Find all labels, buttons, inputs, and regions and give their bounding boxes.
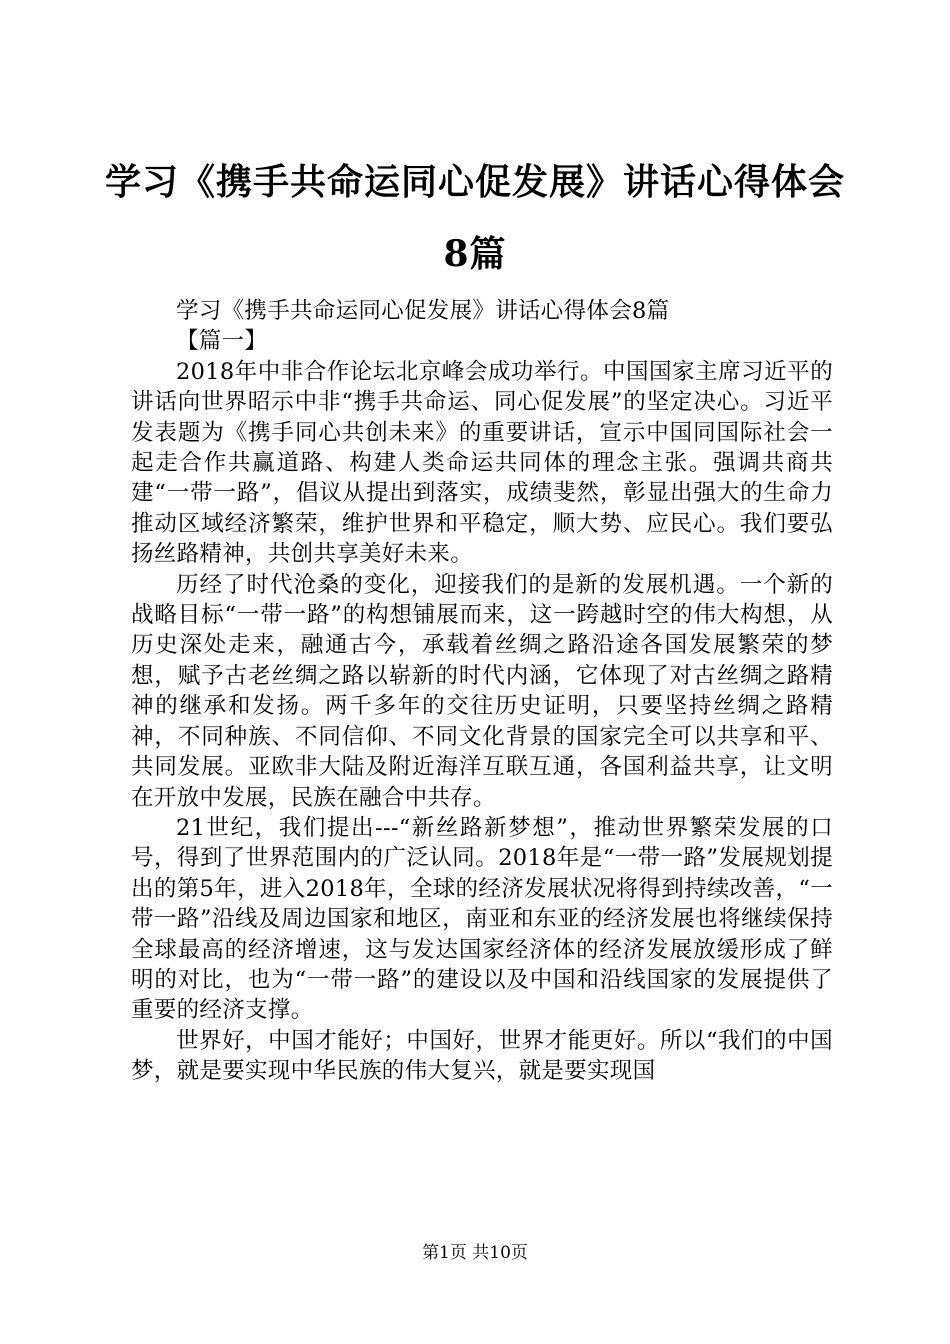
document-body (131, 296, 833, 1087)
subtitle-paragraph: 学习《携手共命运同心促发展》讲话心得体会8篇 (176, 298, 670, 324)
body-paragraph: 21世纪，我们提出---“新丝路新梦想”，推动世界繁荣发展的口号，得到了世界范围内的广泛认同。2018年是“一带一路”发展规划提出的第5年，进入2018年，全球的经济发展状况将得到持续改善，“一带一路”沿线及周边国家和地区，南亚和东亚的经济发展也将继续保持全球最高的经济增速，这与发达国家经济体的经济发展放缓形成了鲜明的对比，也为“一带一路”的建设以及中国和沿线国家的发展提供了重要的经济支撑。 (131, 814, 833, 1024)
body-paragraph: 世界好，中国才能好；中国好，世界才能更好。所以“我们的中国梦，就是要实现中华民族的伟大复兴，就是要实现国 (131, 1027, 833, 1085)
document-title: 学习《携手共命运同心促发展》讲话心得体会8篇 (104, 161, 845, 275)
body-paragraph: 2018年中非合作论坛北京峰会成功举行。中国国家主席习近平的讲话向世界昭示中非“携手共命运、同心促发展”的坚定决心。习近平发表题为《携手同心共创未来》的重要讲话，宣示中国同国际社会一起走合作共赢道路、构建人类命运共同体的理念主张。强调共商共建“一带一路”，倡议从提出到落实，成绩斐然，彰显出强大的生命力推动区域经济繁荣，维护世界和平稳定，顺大势、应民心。我们要弘扬丝路精神，共创共享美好未来。 (131, 358, 833, 568)
section-heading: 【篇一】 (176, 328, 268, 355)
body-paragraph: 历经了时代沧桑的变化，迎接我们的是新的发展机遇。一个新的战略目标“一带一路”的构想铺展而来，这一跨越时空的伟大构想，从历史深处走来，融通古今，承载着丝绸之路沿途各国发展繁荣的梦想，赋予古老丝绸之路以崭新的时代内涵，它体现了对古丝绸之路精神的继承和发扬。两千多年的交往历史证明，只要坚持丝绸之路精神，不同种族、不同信仰、不同文化背景的国家完全可以共享和平、共同发展。亚欧非大陆及附近海洋互联互通，各国利益共享，让文明在开放中发展，民族在融合中共存。 (131, 571, 833, 811)
page-number-footer: 第1页 共10页 (422, 1243, 528, 1263)
